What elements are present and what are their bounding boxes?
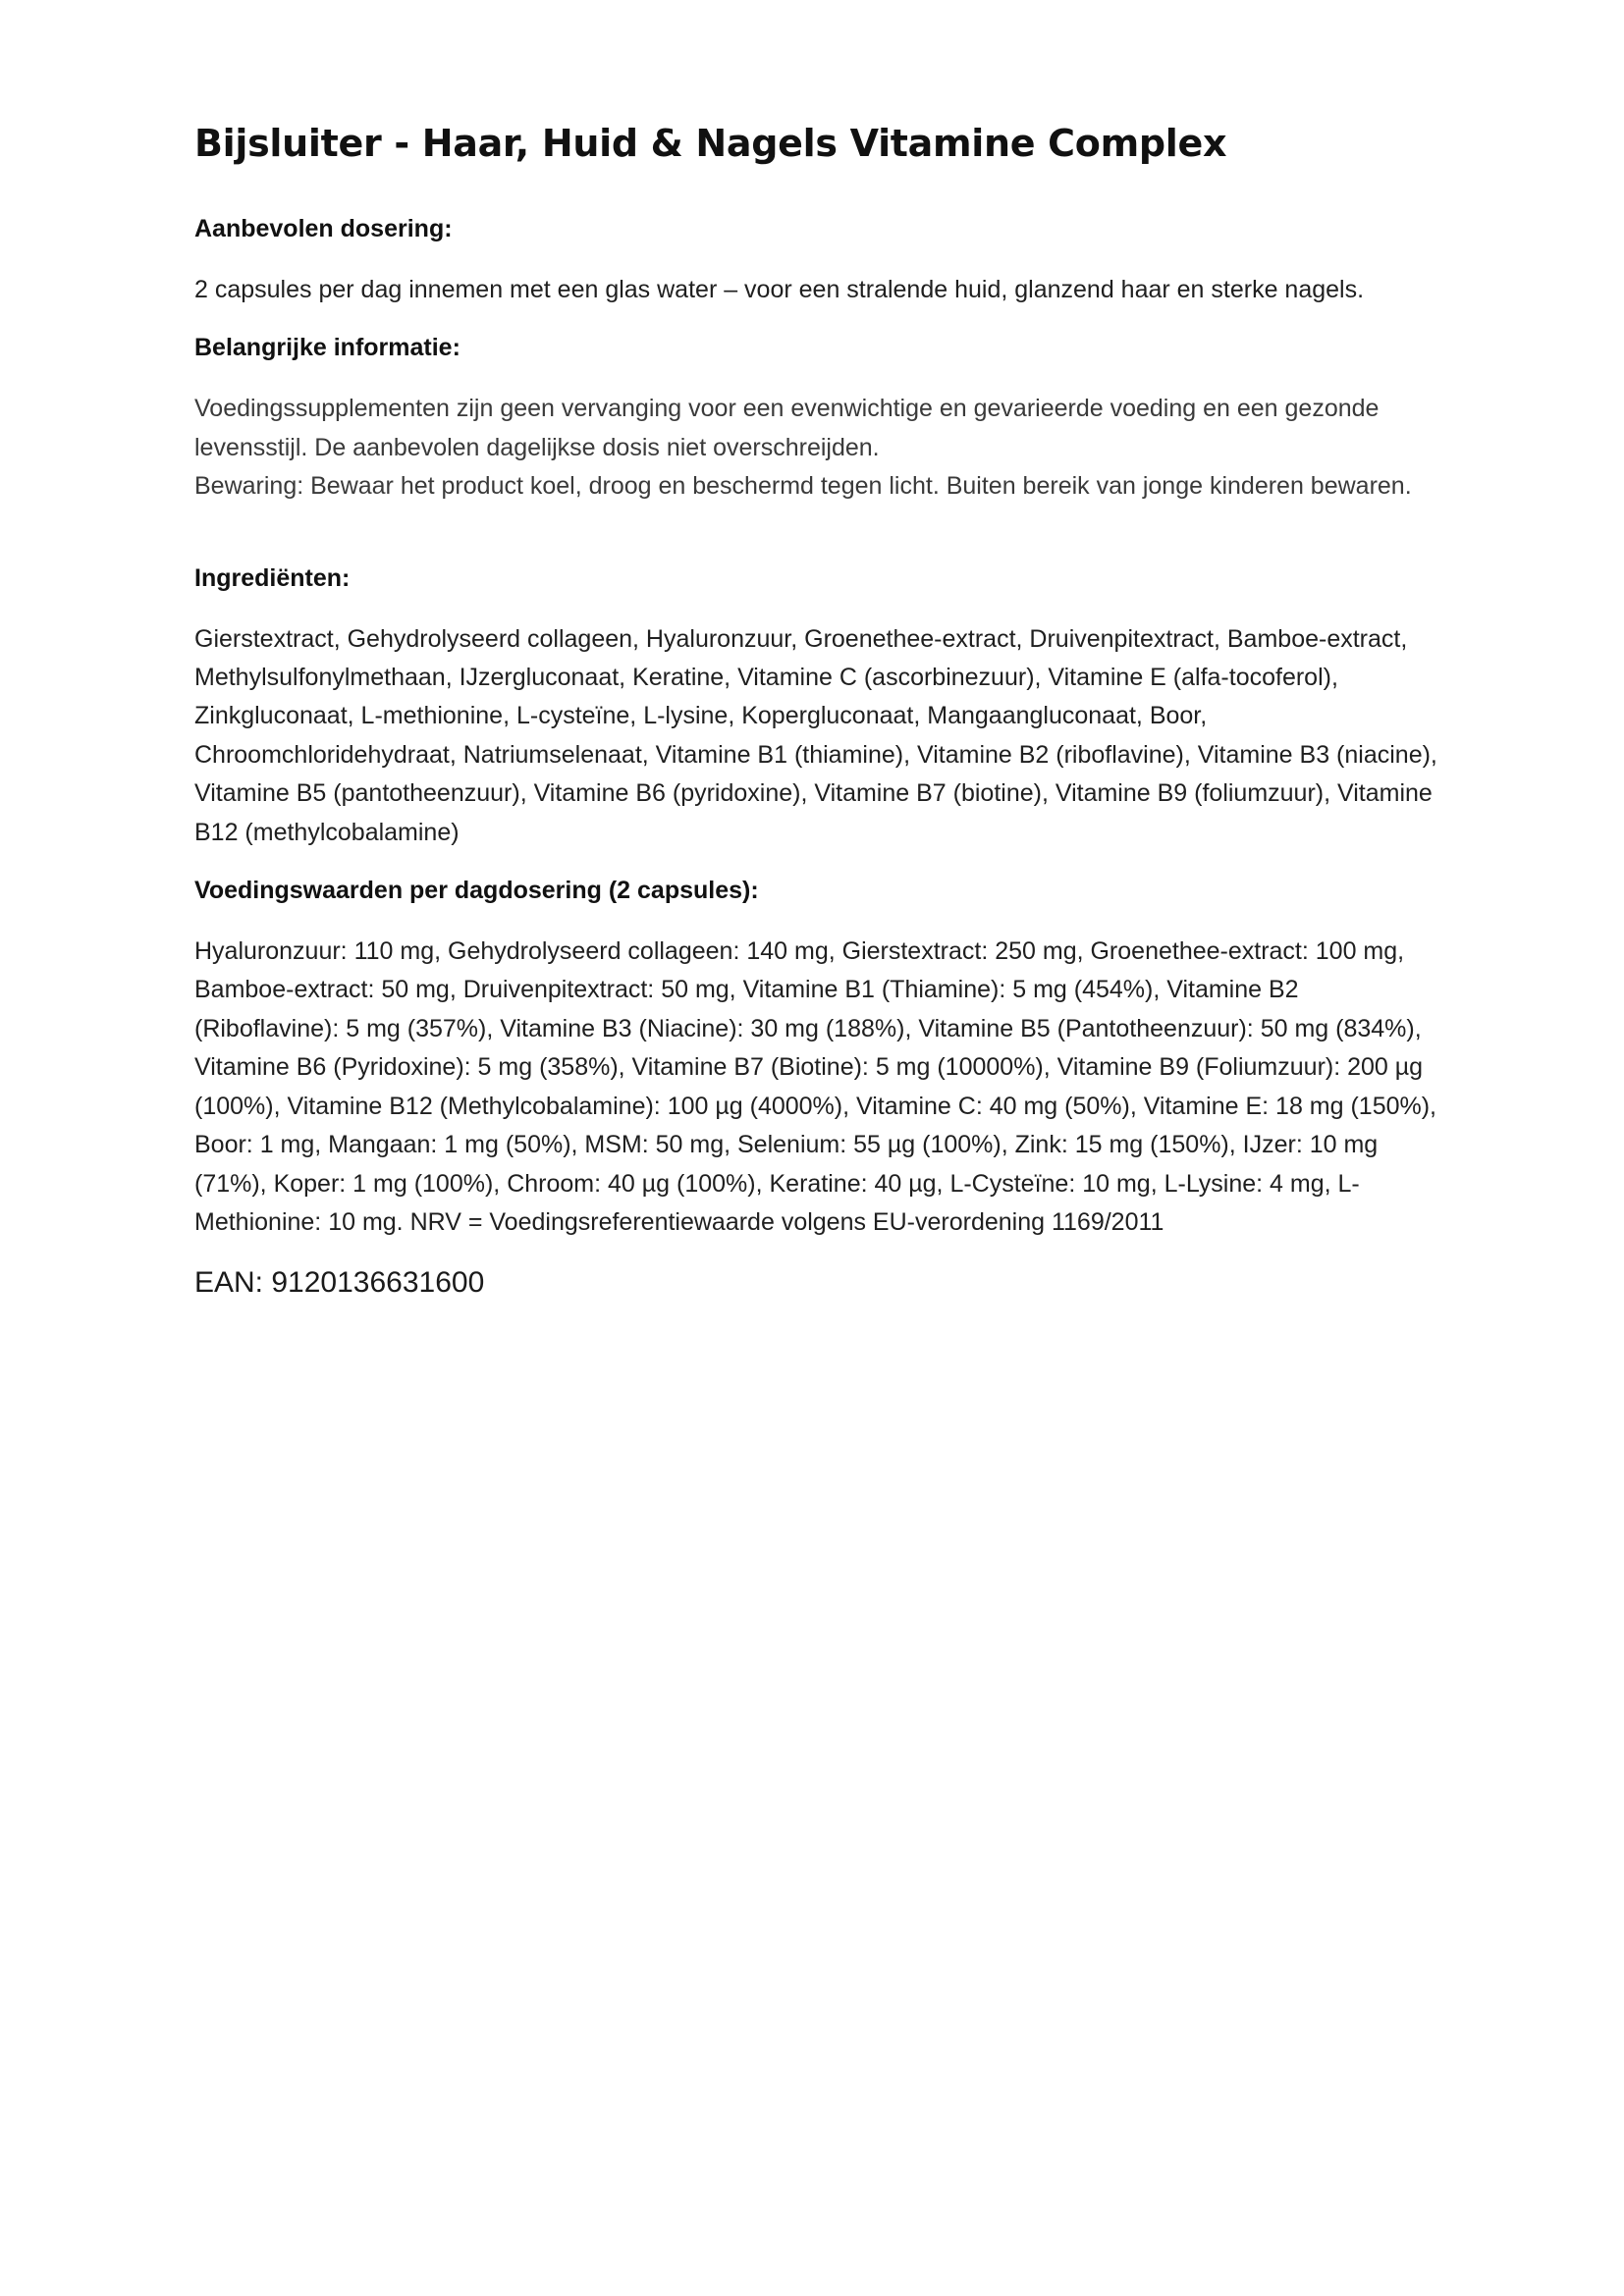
nutrition-section — [194, 874, 1441, 1242]
dosage-section — [194, 212, 1441, 309]
section-spacer — [194, 528, 1441, 561]
important-info-section — [194, 331, 1441, 506]
dosage-heading: Aanbevolen dosering: — [194, 215, 453, 242]
ingredients-heading: Ingrediënten: — [194, 563, 351, 592]
nutrition-heading: Voedingswaarden per dagdosering (2 capsules): — [194, 877, 759, 905]
storage-text: Bewaring: Bewaar het product koel, droog en beschermd tegen licht. Buiten bereik van jonge kinderen bewaren. — [194, 472, 1412, 501]
important-info-heading: Belangrijke informatie: — [194, 334, 460, 362]
ean-code: EAN: 9120136631600 — [194, 1266, 485, 1300]
ingredients-section — [194, 561, 1441, 852]
nutrition-text: Hyaluronzuur: 110 mg, Gehydrolyseerd collageen: 140 mg, Gierstextract: 250 mg, Groenethee-extract: 100 mg, Bamboe-extract: 50 mg, Druivenpitextract: 50 mg, Vitamine B1 (Thiamine): 5 mg (454%), Vitamine B2 (Riboflavine): 5 mg (357%), Vitamine B3 (Niacine): 30 mg (188%), Vitamine B5 (Pantotheenzuur): 50 mg (834%), Vitamine B6 (Pyridoxine): 5 mg (358%), Vitamine B7 (Biotine): 5 mg (10000%), Vitamine B9 (Foliumzuur): 200 µg (100%), Vitamine B12 (Methylcobalamine): 100 µg (4000%), Vitamine C: 40 mg (50%), Vitamine E: 18 mg (150%), Boor: 1 mg, Mangaan: 1 mg (50%), MSM: 50 mg, Selenium: 55 µg (100%), Zink: 15 mg (150%), IJzer: 10 mg (71%), Koper: 1 mg (100%), Chroom: 40 µg (100%), Keratine: 40 µg, L-Cysteïne: 10 mg, L-Lysine: 4 mg, L-Methionine: 10 mg. NRV = Voedingsreferentiewaarde volgens EU-verordening 1169/2011 — [194, 937, 1437, 1236]
important-info-text: Voedingssupplementen zijn geen vervanging voor een evenwichtige en gevarieerde voeding en een gezonde levensstijl. De aanbevolen dagelijkse dosis niet overschreijden. — [194, 395, 1380, 461]
ingredients-text: Gierstextract, Gehydrolyseerd collageen, Hyaluronzuur, Groenethee-extract, Druivenpitextract, Bamboe-extract, Methylsulfonylmethaan, IJzergluconaat, Keratine, Vitamine C (ascorbinezuur), Vitamine E (alfa-tocoferol), Zinkgluconaat, L-methionine, L-cysteïne, L-lysine, Kopergluconaat, Mangaangluconaat, Boor, Chroomchloridehydraat, Natriumselenaat, Vitamine B1 (thiamine), Vitamine B2 (riboflavine), Vitamine B3 (niacine), Vitamine B5 (pantotheenzuur), Vitamine B6 (pyridoxine), Vitamine B7 (biotine), Vitamine B9 (foliumzuur), Vitamine B12 (methylcobalamine) — [194, 624, 1437, 846]
dosage-text: 2 capsules per dag innemen met een glas water – voor een stralende huid, glanzend haar en sterke nagels. — [194, 276, 1365, 303]
document-page — [194, 116, 1441, 1303]
document-title: Bijsluiter - Haar, Huid & Nagels Vitamine Complex — [194, 122, 1227, 165]
